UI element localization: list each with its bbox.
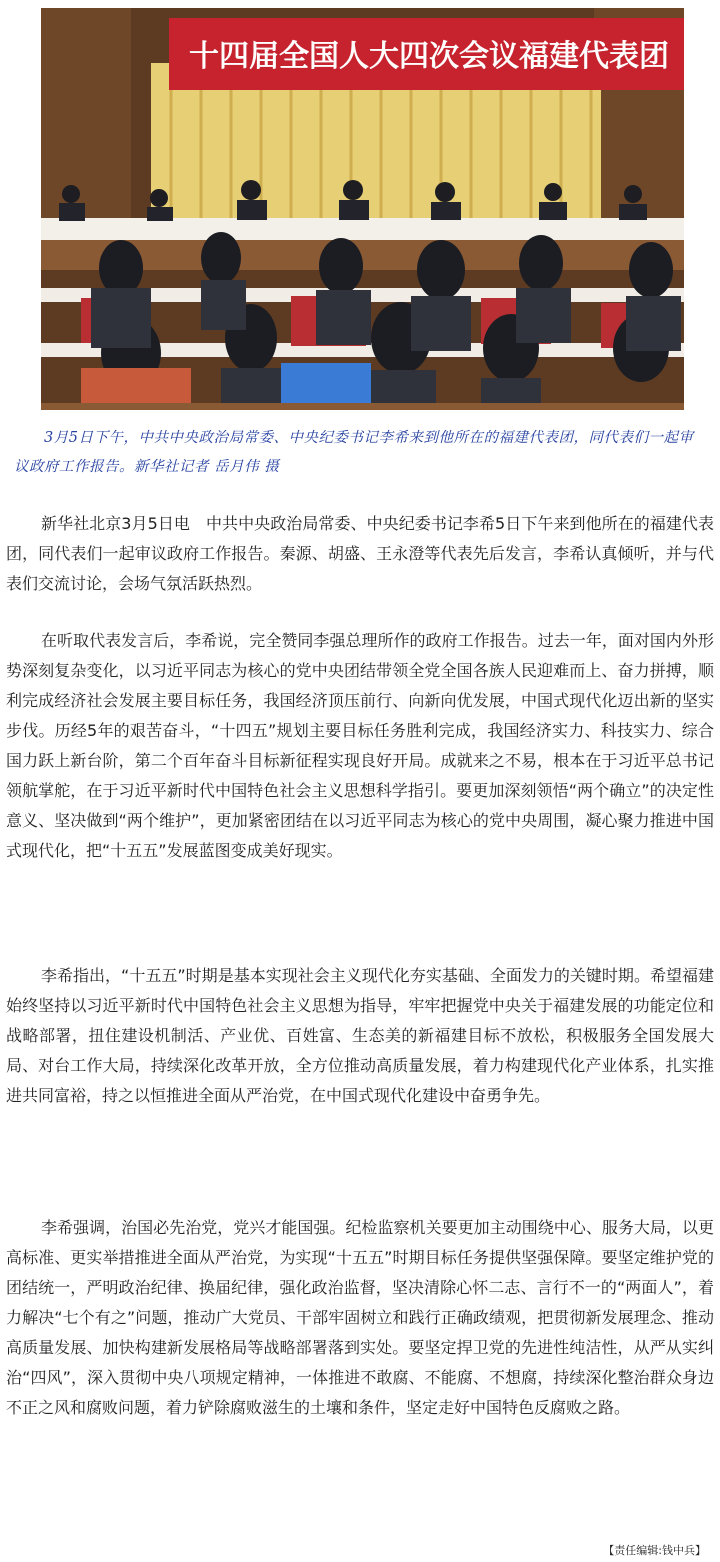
news-photo [41, 8, 684, 410]
responsible-editor: 【责任编辑:钱中兵】 [603, 1544, 706, 1557]
article-paragraph: 新华社北京3月5日电 中共中央政治局常委、中央纪委书记李希5日下午来到他所在的福建代表团，同代表们一起审议政府工作报告。秦源、胡盛、王永澄等代表先后发言，李希认真倾听，并与代表们交流讨论，会场气氛活跃热烈。 [6, 514, 714, 593]
banner-text: 十四届全国人大四次会议福建代表团 [189, 39, 669, 74]
article-paragraph: 李希强调，治国必先治党，党兴才能国强。纪检监察机关要更加主动围绕中心、服务大局，以更高标准、更实举措推进全面从严治党，为实现“十五五”时期目标任务提供坚强保障。要坚定维护党的团结统一，严明政治纪律、换届纪律，强化政治监督，坚决清除心怀二志、言行不一的“两面人”，着力解决“七个有之”问题，推动广大党员、干部牢固树立和践行正确政绩观，把贯彻新发展理念、推动高质量发展、加快构建新发展格局等战略部署落到实处。要坚定捍卫党的先进性纯洁性，从严从实纠治“四风”，深入贯彻中央八项规定精神，一体推进不敢腐、不能腐、不想腐，持续深化整治群众身边不正之风和腐败问题，着力铲除腐败滋生的土壤和条件，坚定走好中国特色反腐败之路。 [6, 1218, 714, 1417]
photo-caption: 3月5日下午，中共中央政治局常委、中央纪委书记李希来到他所在的福建代表团，同代表们一起审议政府工作报告。新华社记者 岳月伟 摄 [14, 430, 694, 475]
article-paragraph: 在听取代表发言后，李希说，完全赞同李强总理所作的政府工作报告。过去一年，面对国内外形势深刻复杂变化，以习近平同志为核心的党中央团结带领全党全国各族人民迎难而上、奋力拼搏，顺利完成经济社会发展主要目标任务，我国经济顶压前行、向新向优发展，中国式现代化迈出新的坚实步伐。历经5年的艰苦奋斗，“十四五”规划主要目标任务胜利完成，我国经济实力、科技实力、综合国力跃上新台阶，第二个百年奋斗目标新征程实现良好开局。成就来之不易，根本在于习近平总书记领航掌舵，在于习近平新时代中国特色社会主义思想科学指引。要更加深刻领悟“两个确立”的决定性意义、坚决做到“两个维护”，更加紧密团结在以习近平同志为核心的党中央周围，凝心聚力推进中国式现代化，把“十五五”发展蓝图变成美好现实。 [6, 631, 714, 860]
article-paragraph: 李希指出，“十五五”时期是基本实现社会主义现代化夯实基础、全面发力的关键时期。希望福建始终坚持以习近平新时代中国特色社会主义思想为指导，牢牢把握党中央关于福建发展的功能定位和战略部署，扭住建设机制活、产业优、百姓富、生态美的新福建目标不放松，积极服务全国发展大局、对台工作大局，持续深化改革开放，全方位推动高质量发展，着力构建现代化产业体系，扎实推进共同富裕，持之以恒推进全面从严治党，在中国式现代化建设中奋勇争先。 [6, 966, 714, 1105]
